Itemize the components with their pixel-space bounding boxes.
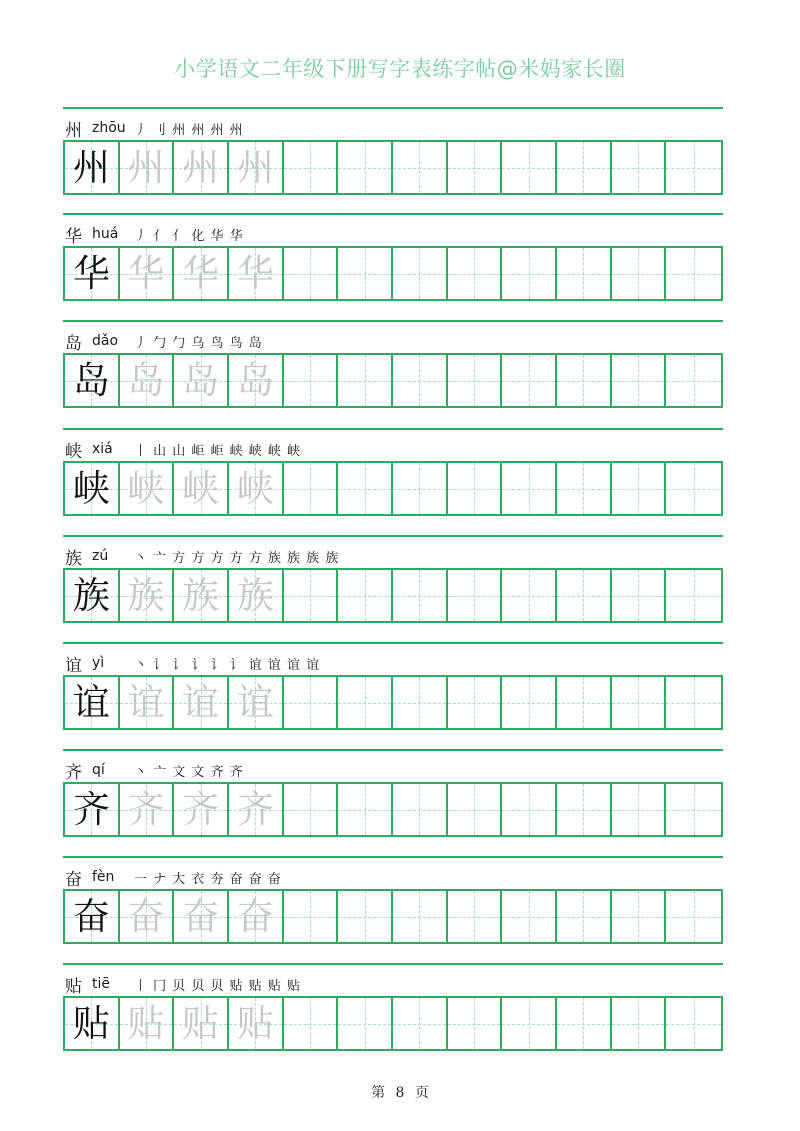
horizontal-guide bbox=[502, 489, 555, 490]
pinyin: fèn bbox=[92, 869, 115, 885]
writing-grid bbox=[63, 461, 723, 516]
practice-cell bbox=[502, 355, 557, 406]
practice-cell bbox=[448, 355, 503, 406]
trace-character: 齐 bbox=[236, 788, 274, 831]
trace-cell bbox=[174, 570, 229, 621]
practice-cell bbox=[338, 355, 393, 406]
practice-cell bbox=[338, 463, 393, 514]
horizontal-guide bbox=[284, 810, 337, 811]
horizontal-guide bbox=[284, 381, 337, 382]
practice-cell bbox=[284, 891, 339, 942]
horizontal-guide bbox=[666, 274, 721, 275]
horizontal-guide bbox=[557, 168, 610, 169]
practice-cell bbox=[338, 784, 393, 835]
practice-cell bbox=[338, 248, 393, 299]
trace-cell bbox=[229, 784, 284, 835]
horizontal-guide bbox=[338, 810, 391, 811]
stroke-order: 丿 亻 亻 化 华 华 bbox=[134, 228, 244, 244]
model-character: 谊 bbox=[72, 681, 110, 724]
practice-cell bbox=[612, 355, 667, 406]
horizontal-guide bbox=[393, 810, 446, 811]
horizontal-guide bbox=[557, 810, 610, 811]
trace-cell bbox=[174, 248, 229, 299]
header-character: 奋 bbox=[65, 869, 82, 890]
trace-character: 华 bbox=[182, 252, 220, 295]
writing-grid bbox=[63, 782, 723, 837]
section-divider bbox=[63, 856, 723, 858]
horizontal-guide bbox=[393, 274, 446, 275]
section-divider bbox=[63, 535, 723, 537]
practice-cell bbox=[612, 142, 667, 193]
trace-character: 贴 bbox=[127, 1002, 165, 1045]
character-header bbox=[65, 116, 244, 140]
practice-cell bbox=[393, 248, 448, 299]
practice-cell bbox=[502, 784, 557, 835]
trace-cell bbox=[229, 355, 284, 406]
writing-grid bbox=[63, 996, 723, 1051]
character-header bbox=[65, 651, 320, 675]
practice-cell bbox=[612, 677, 667, 728]
model-character: 贴 bbox=[72, 1002, 110, 1045]
horizontal-guide bbox=[393, 168, 446, 169]
practice-cell bbox=[338, 891, 393, 942]
trace-character: 峡 bbox=[127, 467, 165, 510]
practice-cell bbox=[612, 784, 667, 835]
section-divider bbox=[63, 213, 723, 215]
trace-character: 族 bbox=[127, 574, 165, 617]
pinyin: yì bbox=[92, 655, 105, 671]
pinyin: qí bbox=[92, 762, 105, 778]
practice-cell bbox=[393, 784, 448, 835]
trace-character: 族 bbox=[236, 574, 274, 617]
trace-cell bbox=[120, 998, 175, 1049]
trace-cell bbox=[120, 463, 175, 514]
practice-cell bbox=[557, 677, 612, 728]
pinyin: zhōu bbox=[92, 120, 126, 136]
practice-cell bbox=[338, 142, 393, 193]
stroke-order: 丶 亠 文 文 齐 齐 bbox=[134, 764, 244, 780]
practice-cell bbox=[393, 570, 448, 621]
model-cell bbox=[65, 142, 120, 193]
horizontal-guide bbox=[284, 703, 337, 704]
character-header bbox=[65, 222, 244, 246]
horizontal-guide bbox=[284, 917, 337, 918]
horizontal-guide bbox=[557, 917, 610, 918]
stroke-order: 丶 讠 讠 讠 讠 讠 谊 谊 谊 谊 bbox=[134, 657, 321, 673]
trace-cell bbox=[229, 570, 284, 621]
horizontal-guide bbox=[666, 168, 721, 169]
model-cell bbox=[65, 570, 120, 621]
horizontal-guide bbox=[557, 274, 610, 275]
character-section bbox=[63, 749, 723, 856]
trace-cell bbox=[229, 463, 284, 514]
horizontal-guide bbox=[612, 489, 665, 490]
horizontal-guide bbox=[448, 596, 501, 597]
horizontal-guide bbox=[448, 810, 501, 811]
horizontal-guide bbox=[666, 489, 721, 490]
character-section bbox=[63, 856, 723, 963]
practice-cell bbox=[393, 891, 448, 942]
horizontal-guide bbox=[338, 703, 391, 704]
writing-grid bbox=[63, 246, 723, 301]
trace-character: 奋 bbox=[127, 895, 165, 938]
trace-cell bbox=[229, 677, 284, 728]
trace-character: 华 bbox=[236, 252, 274, 295]
horizontal-guide bbox=[284, 1024, 337, 1025]
practice-cell bbox=[666, 784, 721, 835]
character-header bbox=[65, 758, 244, 782]
header-character: 州 bbox=[65, 120, 82, 141]
section-divider bbox=[63, 428, 723, 430]
trace-character: 族 bbox=[182, 574, 220, 617]
horizontal-guide bbox=[393, 489, 446, 490]
stroke-order: 丨 冂 贝 贝 贝 贴 贴 贴 贴 bbox=[134, 978, 302, 994]
horizontal-guide bbox=[448, 489, 501, 490]
trace-character: 岛 bbox=[127, 359, 165, 402]
practice-cell bbox=[393, 355, 448, 406]
horizontal-guide bbox=[393, 917, 446, 918]
model-character: 峡 bbox=[72, 467, 110, 510]
writing-grid bbox=[63, 140, 723, 195]
horizontal-guide bbox=[557, 381, 610, 382]
trace-cell bbox=[120, 570, 175, 621]
practice-cell bbox=[448, 891, 503, 942]
pinyin: zú bbox=[92, 548, 109, 564]
practice-cell bbox=[502, 142, 557, 193]
horizontal-guide bbox=[448, 1024, 501, 1025]
practice-cell bbox=[448, 248, 503, 299]
model-character: 岛 bbox=[72, 359, 110, 402]
horizontal-guide bbox=[284, 489, 337, 490]
pinyin: dǎo bbox=[92, 333, 119, 349]
character-section bbox=[63, 642, 723, 749]
practice-cell bbox=[448, 463, 503, 514]
practice-cell bbox=[284, 998, 339, 1049]
model-character: 州 bbox=[72, 146, 110, 189]
header-character: 齐 bbox=[65, 762, 82, 783]
trace-cell bbox=[174, 998, 229, 1049]
trace-character: 齐 bbox=[127, 788, 165, 831]
character-section bbox=[63, 107, 723, 214]
model-cell bbox=[65, 355, 120, 406]
horizontal-guide bbox=[612, 810, 665, 811]
horizontal-guide bbox=[612, 1024, 665, 1025]
practice-cell bbox=[557, 998, 612, 1049]
horizontal-guide bbox=[502, 596, 555, 597]
stroke-order: 一 ナ 大 衣 夯 奋 奋 奋 bbox=[134, 871, 282, 887]
horizontal-guide bbox=[666, 596, 721, 597]
horizontal-guide bbox=[666, 703, 721, 704]
practice-cell bbox=[666, 142, 721, 193]
horizontal-guide bbox=[338, 489, 391, 490]
horizontal-guide bbox=[502, 274, 555, 275]
character-header bbox=[65, 437, 301, 461]
trace-character: 奋 bbox=[182, 895, 220, 938]
character-section bbox=[63, 535, 723, 642]
page-footer bbox=[0, 1082, 800, 1102]
header-character: 岛 bbox=[65, 333, 82, 354]
practice-cell bbox=[393, 463, 448, 514]
horizontal-guide bbox=[557, 489, 610, 490]
horizontal-guide bbox=[502, 168, 555, 169]
horizontal-guide bbox=[393, 1024, 446, 1025]
character-header bbox=[65, 544, 339, 568]
header-character: 峡 bbox=[65, 441, 82, 462]
writing-grid bbox=[63, 675, 723, 730]
pinyin: tiē bbox=[92, 976, 110, 992]
trace-cell bbox=[120, 677, 175, 728]
page-label-prefix: 第 bbox=[371, 1085, 386, 1101]
trace-character: 奋 bbox=[236, 895, 274, 938]
character-section bbox=[63, 963, 723, 1070]
horizontal-guide bbox=[338, 168, 391, 169]
practice-cell bbox=[502, 570, 557, 621]
practice-cell bbox=[502, 998, 557, 1049]
practice-cell bbox=[557, 142, 612, 193]
horizontal-guide bbox=[393, 703, 446, 704]
practice-cell bbox=[666, 570, 721, 621]
horizontal-guide bbox=[284, 274, 337, 275]
trace-character: 谊 bbox=[182, 681, 220, 724]
trace-cell bbox=[174, 355, 229, 406]
practice-cell bbox=[666, 355, 721, 406]
character-section bbox=[63, 213, 723, 320]
horizontal-guide bbox=[612, 381, 665, 382]
practice-cell bbox=[502, 248, 557, 299]
trace-cell bbox=[174, 677, 229, 728]
practice-cell bbox=[612, 998, 667, 1049]
horizontal-guide bbox=[502, 1024, 555, 1025]
horizontal-guide bbox=[502, 703, 555, 704]
trace-character: 州 bbox=[236, 146, 274, 189]
writing-grid bbox=[63, 889, 723, 944]
character-section bbox=[63, 428, 723, 535]
character-header bbox=[65, 972, 301, 996]
model-character: 齐 bbox=[72, 788, 110, 831]
character-header bbox=[65, 329, 263, 353]
practice-cell bbox=[338, 998, 393, 1049]
horizontal-guide bbox=[448, 703, 501, 704]
stroke-order: 丿 ⺉ 州 州 州 州 bbox=[134, 122, 244, 138]
writing-grid bbox=[63, 568, 723, 623]
practice-cell bbox=[284, 355, 339, 406]
horizontal-guide bbox=[393, 381, 446, 382]
model-cell bbox=[65, 891, 120, 942]
horizontal-guide bbox=[502, 917, 555, 918]
trace-character: 峡 bbox=[182, 467, 220, 510]
practice-cell bbox=[393, 998, 448, 1049]
page-number: 8 bbox=[395, 1085, 405, 1101]
horizontal-guide bbox=[448, 381, 501, 382]
trace-character: 谊 bbox=[236, 681, 274, 724]
trace-cell bbox=[174, 142, 229, 193]
practice-cell bbox=[502, 891, 557, 942]
header-character: 华 bbox=[65, 226, 82, 247]
trace-cell bbox=[174, 463, 229, 514]
trace-cell bbox=[120, 891, 175, 942]
trace-character: 岛 bbox=[236, 359, 274, 402]
horizontal-guide bbox=[612, 703, 665, 704]
trace-cell bbox=[120, 248, 175, 299]
stroke-order: 丿 勹 勹 乌 鸟 鸟 岛 bbox=[134, 335, 263, 351]
practice-cell bbox=[612, 248, 667, 299]
practice-cell bbox=[666, 248, 721, 299]
practice-cell bbox=[666, 891, 721, 942]
trace-character: 华 bbox=[127, 252, 165, 295]
stroke-order: 丨 山 山 岠 岠 峡 峡 峡 峡 bbox=[134, 443, 302, 459]
model-character: 奋 bbox=[72, 895, 110, 938]
model-cell bbox=[65, 998, 120, 1049]
horizontal-guide bbox=[666, 810, 721, 811]
trace-character: 州 bbox=[182, 146, 220, 189]
section-divider bbox=[63, 320, 723, 322]
horizontal-guide bbox=[612, 168, 665, 169]
horizontal-guide bbox=[284, 168, 337, 169]
practice-cell bbox=[557, 570, 612, 621]
horizontal-guide bbox=[448, 274, 501, 275]
practice-cell bbox=[557, 248, 612, 299]
header-character: 谊 bbox=[65, 655, 82, 676]
practice-cell bbox=[284, 784, 339, 835]
trace-cell bbox=[174, 784, 229, 835]
horizontal-guide bbox=[612, 596, 665, 597]
practice-cell bbox=[502, 677, 557, 728]
model-cell bbox=[65, 463, 120, 514]
horizontal-guide bbox=[338, 917, 391, 918]
section-divider bbox=[63, 963, 723, 965]
trace-cell bbox=[229, 142, 284, 193]
practice-cell bbox=[666, 677, 721, 728]
practice-cell bbox=[393, 142, 448, 193]
practice-cell bbox=[284, 142, 339, 193]
writing-grid bbox=[63, 353, 723, 408]
trace-cell bbox=[120, 142, 175, 193]
horizontal-guide bbox=[338, 596, 391, 597]
trace-character: 峡 bbox=[236, 467, 274, 510]
trace-cell bbox=[229, 248, 284, 299]
practice-cell bbox=[502, 463, 557, 514]
pinyin: huá bbox=[92, 226, 119, 242]
pinyin: xiá bbox=[92, 441, 113, 457]
horizontal-guide bbox=[666, 917, 721, 918]
stroke-order: 丶 亠 方 方 方 方 方 族 族 族 族 bbox=[134, 550, 340, 566]
horizontal-guide bbox=[557, 596, 610, 597]
horizontal-guide bbox=[448, 168, 501, 169]
trace-character: 州 bbox=[127, 146, 165, 189]
practice-cell bbox=[557, 784, 612, 835]
horizontal-guide bbox=[448, 917, 501, 918]
horizontal-guide bbox=[502, 810, 555, 811]
model-cell bbox=[65, 248, 120, 299]
practice-cell bbox=[448, 677, 503, 728]
practice-cell bbox=[666, 463, 721, 514]
practice-cell bbox=[393, 677, 448, 728]
header-character: 族 bbox=[65, 548, 82, 569]
trace-character: 岛 bbox=[182, 359, 220, 402]
practice-cell bbox=[338, 677, 393, 728]
model-cell bbox=[65, 677, 120, 728]
horizontal-guide bbox=[338, 274, 391, 275]
model-cell bbox=[65, 784, 120, 835]
practice-cell bbox=[448, 570, 503, 621]
horizontal-guide bbox=[338, 381, 391, 382]
section-divider bbox=[63, 642, 723, 644]
practice-cell bbox=[612, 891, 667, 942]
page-title: 小学语文二年级下册写字表练字帖@米妈家长圈 bbox=[174, 57, 626, 81]
trace-cell bbox=[120, 355, 175, 406]
header-character: 贴 bbox=[65, 976, 82, 997]
practice-cell bbox=[557, 463, 612, 514]
practice-cell bbox=[284, 677, 339, 728]
practice-cell bbox=[338, 570, 393, 621]
practice-cell bbox=[284, 248, 339, 299]
practice-cell bbox=[612, 570, 667, 621]
trace-character: 贴 bbox=[236, 1002, 274, 1045]
trace-cell bbox=[229, 891, 284, 942]
horizontal-guide bbox=[502, 381, 555, 382]
trace-cell bbox=[120, 784, 175, 835]
model-character: 族 bbox=[72, 574, 110, 617]
practice-cell bbox=[284, 463, 339, 514]
horizontal-guide bbox=[284, 596, 337, 597]
horizontal-guide bbox=[338, 1024, 391, 1025]
horizontal-guide bbox=[612, 917, 665, 918]
practice-cell bbox=[284, 570, 339, 621]
practice-cell bbox=[666, 998, 721, 1049]
practice-cell bbox=[448, 998, 503, 1049]
character-section bbox=[63, 320, 723, 427]
horizontal-guide bbox=[393, 596, 446, 597]
model-character: 华 bbox=[72, 252, 110, 295]
trace-character: 谊 bbox=[127, 681, 165, 724]
trace-character: 贴 bbox=[182, 1002, 220, 1045]
practice-cell bbox=[448, 784, 503, 835]
horizontal-guide bbox=[666, 1024, 721, 1025]
section-divider bbox=[63, 107, 723, 109]
trace-cell bbox=[229, 998, 284, 1049]
trace-cell bbox=[174, 891, 229, 942]
horizontal-guide bbox=[612, 274, 665, 275]
character-header bbox=[65, 865, 282, 889]
practice-cell bbox=[448, 142, 503, 193]
horizontal-guide bbox=[557, 1024, 610, 1025]
practice-cell bbox=[557, 355, 612, 406]
practice-cell bbox=[612, 463, 667, 514]
horizontal-guide bbox=[666, 381, 721, 382]
horizontal-guide bbox=[557, 703, 610, 704]
trace-character: 齐 bbox=[182, 788, 220, 831]
page-label-suffix: 页 bbox=[414, 1085, 429, 1101]
section-divider bbox=[63, 749, 723, 751]
practice-cell bbox=[557, 891, 612, 942]
